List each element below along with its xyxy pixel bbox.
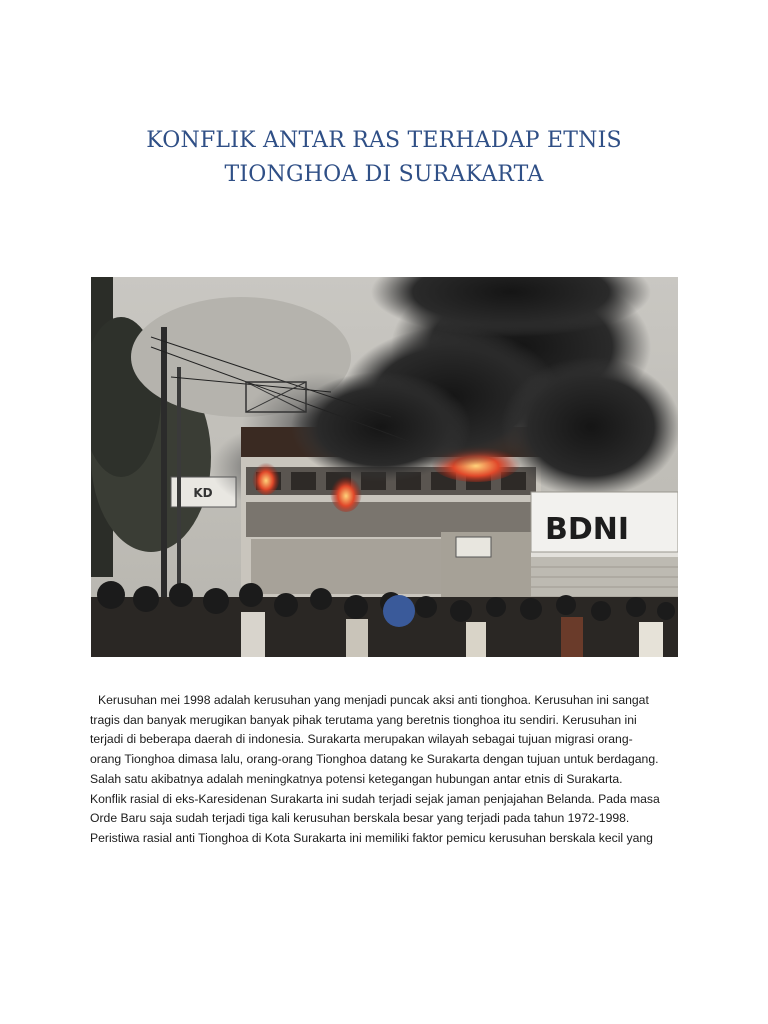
paragraph-line-2: tragis dan banyak merugikan banyak pihak terutama yang beretnis tionghoa itu sendiri. Kerusuhan ini bbox=[90, 712, 637, 727]
paragraph-line-4: orang Tionghoa dimasa lalu, orang-orang Tionghoa datang ke Surakarta dengan tujuan untuk berdagang. bbox=[90, 752, 659, 767]
title-line-2: TIONGHOA DI SURAKARTA bbox=[224, 162, 544, 187]
body-paragraph bbox=[90, 691, 660, 849]
title-line-1: KONFLIK ANTAR RAS TERHADAP ETNIS bbox=[146, 128, 622, 153]
riot-photo bbox=[91, 277, 678, 657]
paragraph-line-6: Konflik rasial di eks-Karesidenan Surakarta ini sudah terjadi sejak jaman penjajahan Belanda. Pada masa bbox=[90, 791, 660, 806]
paragraph-line-3: terjadi di beberapa daerah di indonesia. Surakarta merupakan wilayah sebagai tujuan migrasi orang- bbox=[90, 732, 633, 747]
paragraph-line-7: Orde Baru saja sudah terjadi tiga kali kerusuhan berskala besar yang terjadi pada tahun 1972-1998. bbox=[90, 811, 630, 826]
bdni-sign-text: BDNI bbox=[544, 512, 630, 547]
paragraph-line-8: Peristiwa rasial anti Tionghoa di Kota Surakarta ini memiliki faktor pemicu kerusuhan berskala kecil yang bbox=[90, 830, 653, 845]
riot-photo-illustration bbox=[91, 277, 678, 657]
paragraph-line-1: Kerusuhan mei 1998 adalah kerusuhan yang menjadi puncak aksi anti tionghoa. Kerusuhan ini sangat bbox=[98, 693, 649, 707]
paragraph-line-5: Salah satu akibatnya adalah meningkatnya potensi ketegangan hubungan antar etnis di Surakarta. bbox=[90, 771, 623, 786]
page-title bbox=[0, 124, 768, 192]
shop-sign-text: KD bbox=[193, 486, 213, 500]
